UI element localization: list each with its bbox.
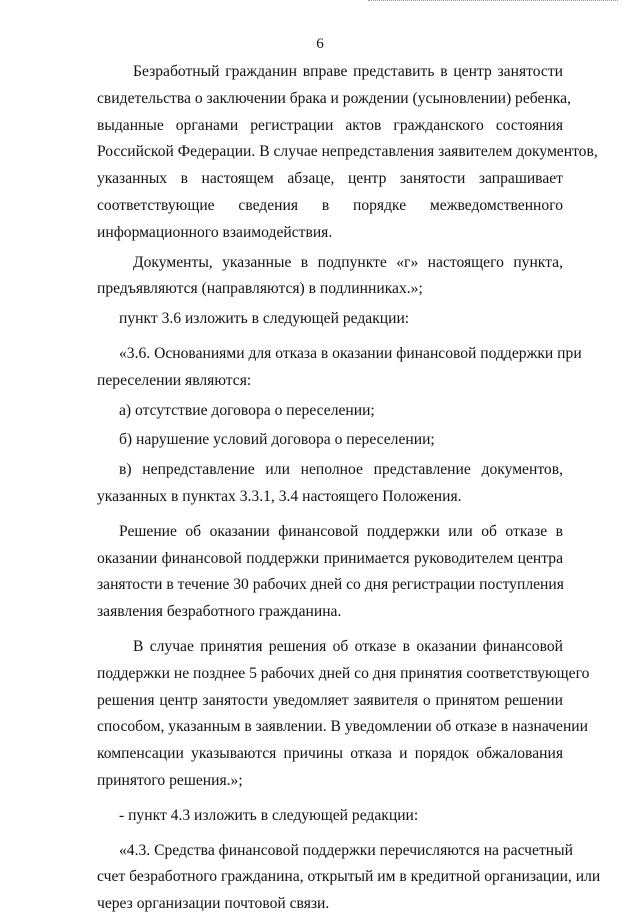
- text-line: счет безработного гражданина, открытый им в кредитной организации, или: [97, 868, 601, 886]
- text-line: переселении являются:: [97, 371, 252, 389]
- text-line: способом, указанным в заявлении. В уведомлении об отказе в назначении: [97, 718, 588, 736]
- text-line: заявления безработного гражданина.: [97, 603, 342, 621]
- text-line: пункт 3.6 изложить в следующей редакции:: [119, 310, 410, 328]
- text-line: «4.3. Средства финансовой поддержки перечисляются на расчетный: [119, 841, 573, 859]
- page-number: 6: [316, 36, 324, 52]
- text-line: Решение об оказании финансовой поддержки или об отказе в: [119, 522, 563, 540]
- text-line: в) непредставление или неполное представление документов,: [119, 461, 563, 479]
- text-line: Российской Федерации. В случае непредставления заявителем документов,: [97, 143, 598, 161]
- text-line: занятости в течение 30 рабочих дней со дня регистрации поступления: [97, 576, 564, 594]
- text-line: «3.6. Основаниями для отказа в оказании финансовой поддержки при: [119, 344, 582, 362]
- text-line: б) нарушение условий договора о переселении;: [119, 431, 435, 449]
- text-line: В случае принятия решения об отказе в оказании финансовой: [133, 637, 563, 655]
- text-line: предъявляются (направляются) в подлинниках.»;: [97, 280, 423, 298]
- document-body: [97, 59, 601, 918]
- text-line: указанных в пунктах 3.3.1, 3.4 настоящего Положения.: [97, 487, 462, 505]
- text-line: оказании финансовой поддержки принимается руководителем центра: [97, 549, 563, 567]
- top-edge-rule: [368, 0, 618, 2]
- text-line: свидетельства о заключении брака и рождении (усыновлении) ребенка,: [97, 89, 571, 107]
- text-line: указанных в настоящем абзаце, центр занятости запрашивает: [97, 170, 563, 188]
- text-line: соответствующие сведения в порядке межведомственного: [97, 196, 563, 214]
- text-line: - пункт 4.3 изложить в следующей редакции:: [119, 806, 419, 824]
- text-line: Документы, указанные в подпункте «г» настоящего пункта,: [133, 253, 563, 271]
- text-line: принятого решения.»;: [97, 771, 243, 789]
- text-line: через организации почтовой связи.: [97, 895, 330, 913]
- text-line: решения центр занятости уведомляет заявителя о принятом решении: [97, 691, 563, 709]
- text-line: информационного взаимодействия.: [97, 223, 333, 241]
- text-line: выданные органами регистрации актов гражданского состояния: [97, 116, 563, 134]
- text-line: поддержки не позднее 5 рабочих дней со дня принятия соответствующего: [97, 664, 590, 682]
- text-line: а) отсутствие договора о переселении;: [119, 401, 375, 419]
- text-line: компенсации указываются причины отказа и порядок обжалования: [97, 745, 563, 763]
- text-line: Безработный гражданин вправе представить в центр занятости: [133, 63, 563, 80]
